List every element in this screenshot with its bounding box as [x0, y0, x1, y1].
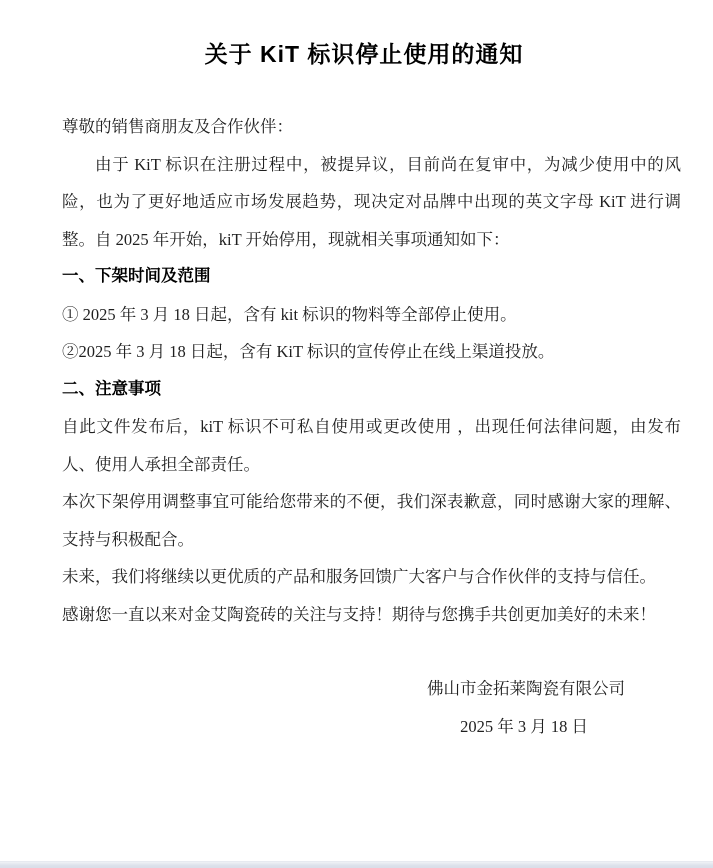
greeting-line: 尊敬的销售商朋友及合作伙伴： — [62, 117, 293, 136]
horizontal-scrollbar[interactable] — [0, 861, 713, 868]
company-signature: 佛山市金拓莱陶瓷有限公司 — [427, 679, 625, 698]
intro-paragraph: 由于 KiT 标识在注册过程中，被提异议，目前尚在复审中，为减少使用中的风险，也为了更好地适应市场发展趋势，现决定对品牌中出现的英文字母 KiT 进行调整。自 2025 年开始，kiT 开始停用，现就相关事项通知如下： — [62, 154, 681, 249]
section2-paragraph-3: 未来，我们将继续以更优质的产品和服务回馈广大客户与合作伙伴的支持与信任。 — [62, 567, 656, 586]
document-title: 关于 KiT 标识停止使用的通知 — [204, 41, 524, 67]
section1-heading: 一、下架时间及范围 — [62, 267, 211, 285]
signature-block — [62, 670, 681, 745]
section2-paragraph-1: 自此文件发布后，kiT 标识不可私自使用或更改使用 ，出现任何法律问题，由发布人、使用人承担全部责任。 — [62, 417, 681, 474]
section2-paragraph-4: 感谢您一直以来对金艾陶瓷砖的关注与支持！期待与您携手共创更加美好的未来！ — [62, 604, 656, 624]
section1-item-2: ②2025 年 3 月 18 日起，含有 KiT 标识的宣传停止在线上渠道投放。 — [62, 342, 555, 361]
section2-heading: 二、注意事项 — [62, 379, 161, 398]
section1-item-1: ① 2025 年 3 月 18 日起，含有 kit 标识的物料等全部停止使用。 — [62, 304, 517, 324]
document-date: 2025 年 3 月 18 日 — [460, 716, 588, 736]
section2-paragraph-2: 本次下架停用调整事宜可能给您带来的不便，我们深表歉意，同时感谢大家的理解、支持与积极配合。 — [62, 492, 681, 549]
